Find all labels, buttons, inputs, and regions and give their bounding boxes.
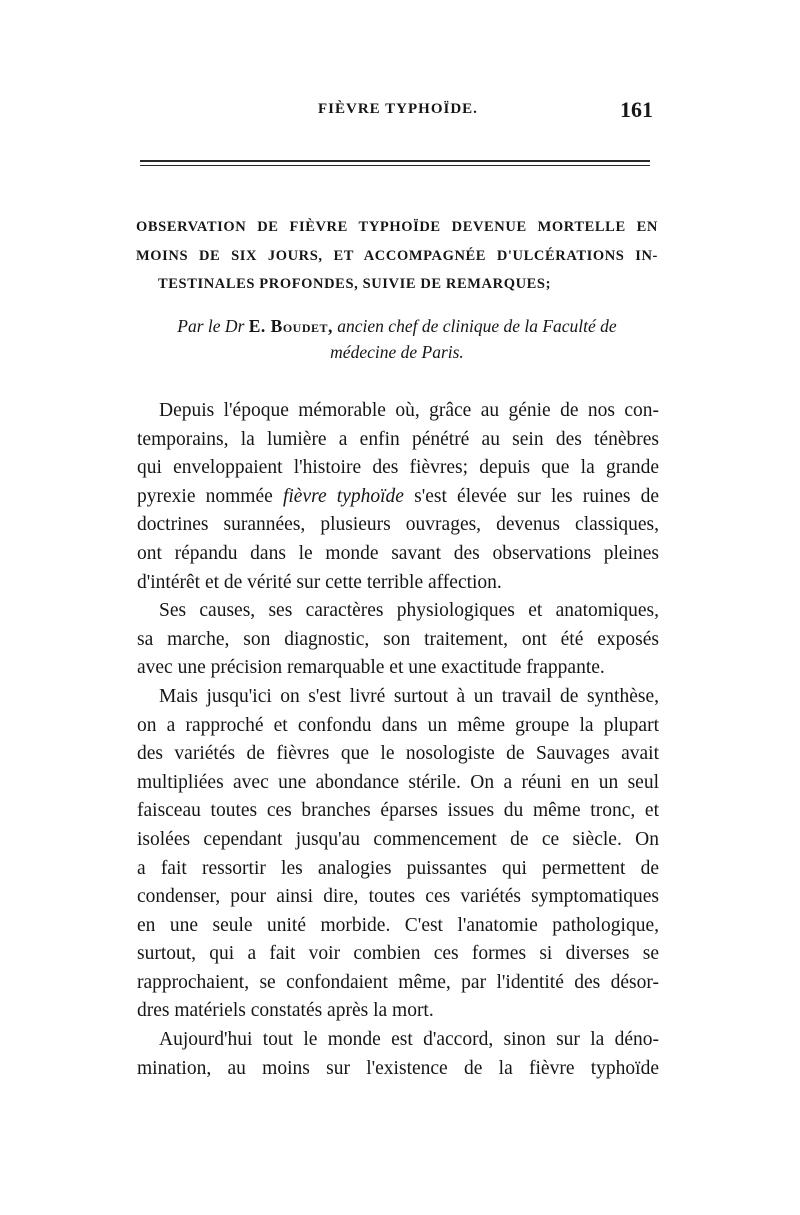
text-line: avec une précision remarquable et une exactitude frappante. — [137, 657, 605, 679]
text-line: Depuis l'époque mémorable où, grâce au génie de nos con- — [159, 400, 659, 421]
text-line: en une seule unité morbide. C'est l'anatomie pathologique, — [137, 914, 659, 936]
text-line: Mais jusqu'ici on s'est livré surtout à un travail de synthèse, — [159, 685, 659, 707]
text-line: Ses causes, ses caractères physiologiques et anatomiques, — [159, 600, 659, 622]
byline-prefix: Par le Dr — [177, 316, 245, 336]
page-header — [0, 97, 800, 127]
byline-affiliation: ancien chef de clinique de la Faculté de — [337, 316, 617, 336]
text-line: condenser, pour ainsi dire, toutes ces variétés symptomatiques — [137, 886, 659, 908]
text-line: isolées cependant jusqu'au commencement de ce siècle. On — [137, 828, 659, 850]
body-text — [137, 397, 659, 1083]
article-title — [136, 213, 658, 299]
emphasis-term: fièvre typhoïde — [282, 485, 404, 507]
text-line: a fait ressortir les analogies puissantes qui permettent de — [137, 857, 659, 879]
running-title: FIÈVRE TYPHOÏDE. — [318, 101, 478, 117]
text-line: ont répandu dans le monde savant des observations pleines — [137, 542, 659, 564]
header-rule-thick — [140, 160, 650, 162]
text-line: mination, au moins sur l'existence de la fièvre typhoïde — [137, 1057, 659, 1079]
page-number: 161 — [620, 97, 653, 122]
text-line: temporains, la lumière a enfin pénétré au sein des ténèbres — [137, 428, 659, 450]
paragraph — [137, 397, 659, 597]
text-line: des variétés de fièvres que le nosologiste de Sauvages avait — [137, 743, 659, 765]
text-line: qui enveloppaient l'histoire des fièvres; depuis que la grande — [137, 457, 659, 479]
paragraph — [137, 597, 659, 683]
paragraph — [137, 1026, 659, 1083]
text-line: on a rapproché et confondu dans un même groupe la plupart — [137, 714, 659, 736]
title-line: MOINS DE SIX JOURS, ET ACCOMPAGNÉE D'ULCÉRATIONS IN- — [136, 247, 658, 264]
text-line: doctrines surannées, plusieurs ouvrages, devenus classiques, — [137, 514, 659, 536]
byline-author: E. Boudet, — [248, 316, 333, 336]
text-line: surtout, qui a fait voir combien ces formes si diverses se — [137, 943, 659, 965]
header-rule-thin — [140, 165, 650, 166]
text-line — [137, 483, 659, 512]
text-line: dres matériels constatés après la mort. — [137, 1000, 434, 1022]
text-segment: s'est élevée sur les ruines de — [414, 485, 660, 507]
text-segment: pyrexie nommée — [137, 485, 273, 507]
paragraph — [137, 683, 659, 1026]
text-line: faisceau toutes ces branches éparses issues du même tronc, et — [137, 800, 659, 822]
byline — [136, 313, 658, 365]
text-line: multipliées avec une abondance stérile. On a réuni en un seul — [137, 771, 659, 793]
title-line: TESTINALES PROFONDES, SUIVIE DE REMARQUES; — [158, 276, 552, 292]
text-line: sa marche, son diagnostic, son traitement, ont été exposés — [137, 628, 659, 650]
title-line: OBSERVATION DE FIÈVRE TYPHOÏDE DEVENUE MORTELLE EN — [136, 219, 658, 235]
text-line: rapprochaient, se confondaient même, par l'identité des désor- — [137, 971, 659, 993]
byline-affiliation-cont: médecine de Paris. — [330, 342, 464, 362]
text-line: d'intérêt et de vérité sur cette terrible affection. — [137, 571, 502, 593]
text-line: Aujourd'hui tout le monde est d'accord, sinon sur la déno- — [159, 1029, 659, 1051]
